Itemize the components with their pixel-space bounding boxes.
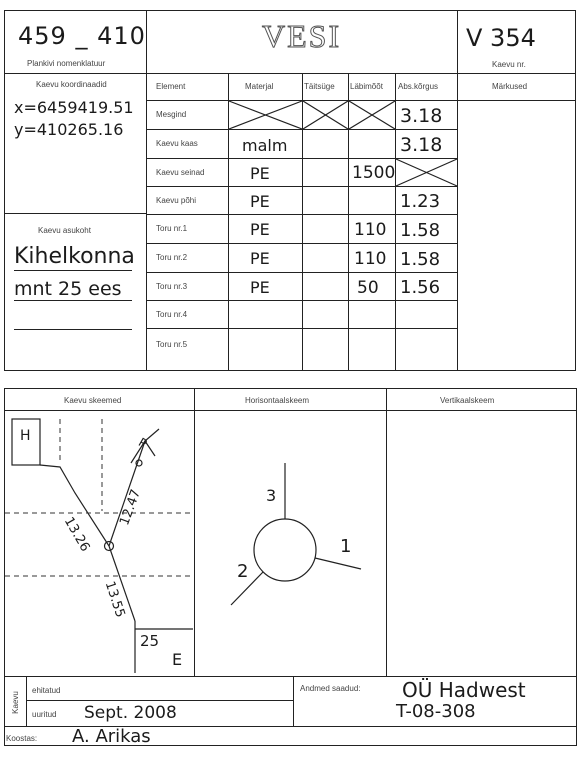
footer-surveyed-label: uuritud: [32, 710, 57, 719]
row-element-label: Toru nr.1: [156, 224, 188, 233]
footer-built-label: ehitatud: [32, 686, 61, 695]
pipe-label: 2: [237, 561, 249, 582]
sketch-label-p: P: [135, 435, 150, 451]
well-number-caption: Kaevu nr.: [492, 60, 526, 69]
cell-diameter: 110: [354, 220, 387, 240]
row-element-label: Toru nr.2: [156, 253, 188, 262]
location-caption: Kaevu asukoht: [38, 226, 91, 235]
cell-abs-height: 3.18: [400, 105, 443, 127]
coordinate-y: y=410265.16: [14, 120, 124, 139]
footer-side-label: Kaevu: [10, 691, 20, 714]
footer-source-label: Andmed saadud:: [300, 684, 361, 693]
sketch-panel-title: Kaevu skeemed: [64, 396, 122, 405]
row-element-label: Toru nr.5: [156, 340, 188, 349]
row-element-label: Kaevu kaas: [156, 139, 198, 148]
col-header-abs: Abs.kõrgus: [398, 82, 439, 91]
map-sheet-code: 459 _ 410: [18, 22, 146, 50]
col-header-depth: Täitsüge: [304, 82, 335, 91]
footer-source-value: OÜ Hadwest: [402, 678, 526, 702]
pipe-label: 1: [340, 536, 352, 557]
cell-diameter: 110: [354, 249, 387, 269]
cell-abs-height: 1.58: [400, 249, 441, 270]
sketch-distance: 12.47: [117, 487, 145, 528]
sketch-panel-title: Vertikaalskeem: [440, 396, 495, 405]
cell-material: PE: [250, 278, 270, 297]
map-sheet-caption: Plankivi nomenklatuur: [27, 59, 106, 68]
well-number: V 354: [466, 24, 536, 52]
cell-material: PE: [250, 220, 270, 239]
horizontal-scheme: [195, 411, 385, 676]
sketch-number: 25: [140, 632, 160, 650]
cell-abs-height: 1.58: [400, 220, 441, 241]
sketch-panel-title: Horisontaalskeem: [245, 396, 310, 405]
footer-drawer-value: A. Arikas: [72, 726, 151, 747]
cell-abs-height: 1.23: [400, 191, 441, 212]
row-element-label: Toru nr.4: [156, 310, 188, 319]
col-header-element: Element: [156, 82, 186, 91]
row-element-label: Kaevu seinad: [156, 168, 205, 177]
cell-material: PE: [250, 249, 270, 268]
cell-diameter: 50: [357, 278, 379, 298]
cell-abs-height: 1.56: [400, 277, 441, 298]
sketch-distance: 13.26: [60, 514, 93, 555]
col-header-notes: Märkused: [492, 82, 528, 91]
form-title: VESI: [262, 18, 342, 54]
sketch-distance: 13.55: [101, 579, 128, 620]
cell-material: PE: [250, 164, 270, 183]
row-element-label: Toru nr.3: [156, 282, 188, 291]
row-element-label: Mesgind: [156, 110, 187, 119]
coordinates-caption: Kaevu koordinaadid: [36, 80, 107, 89]
row-element-label: Kaevu põhi: [156, 196, 197, 205]
sketch-label-e: E: [172, 650, 183, 669]
footer-drawer-label: Koostas:: [6, 734, 38, 743]
col-header-diameter: Läbimõõt: [350, 82, 383, 91]
cell-material: malm: [242, 136, 288, 155]
cell-abs-height: 3.18: [400, 134, 443, 156]
pipe-label: 3: [266, 486, 277, 505]
coordinate-x: x=6459419.51: [14, 98, 134, 117]
cell-material: PE: [250, 192, 270, 211]
location-sketch: [5, 411, 194, 676]
footer-surveyed-value: Sept. 2008: [84, 703, 177, 723]
location-line-2: mnt 25 ees: [14, 278, 122, 300]
footer-source-value: T-08-308: [396, 701, 476, 722]
location-line-1: Kihelkonna: [14, 244, 135, 269]
sketch-label-h: H: [20, 428, 31, 444]
col-header-material: Materjal: [245, 82, 274, 91]
cell-diameter: 1500: [352, 163, 396, 183]
